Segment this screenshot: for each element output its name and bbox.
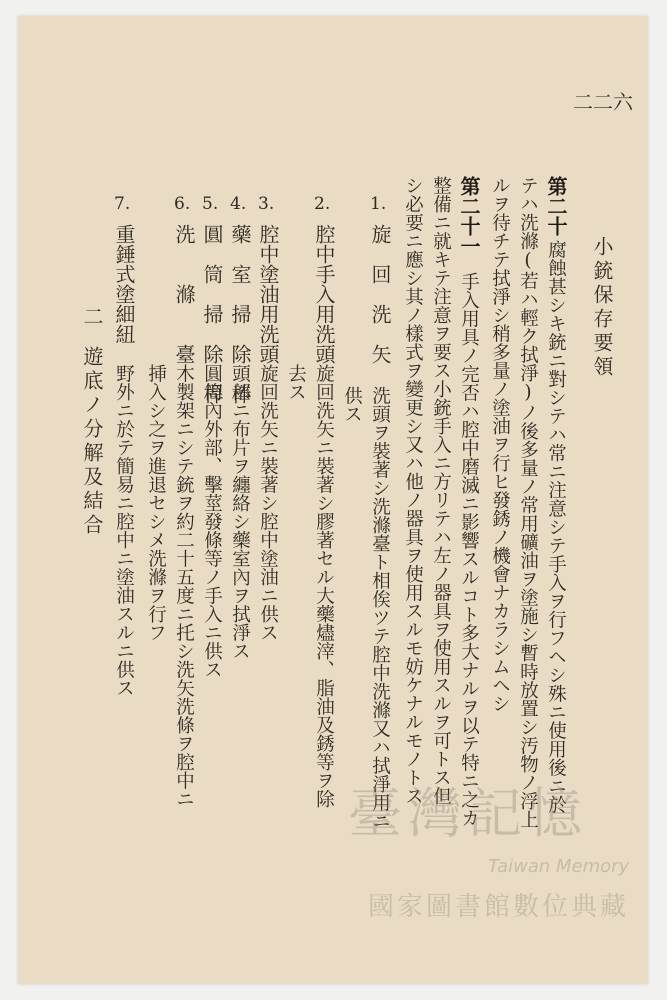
page-number: 二二六 [573,90,633,114]
paragraph-20-line-1: 腐蝕甚シキ銃ニ對シテハ常ニ注意シテ手入ヲ行フヘシ殊ニ使用後ニ於 [545,240,567,814]
item-1-number: 1. [370,194,387,214]
item-2-number: 2. [314,194,331,214]
section-title: 遊底ノ分解及結合 [80,346,104,538]
paragraph-21-label: 第二十一 [457,176,481,256]
item-1-name: 旋 回 洗 矢 [368,224,392,364]
item-5-name: 圓 筒 掃 除 桿 [200,224,224,404]
section-number: 二 [80,306,104,326]
paragraph-20-label: 第二十 [544,176,568,236]
item-6-name: 洗 滌 臺 [172,224,196,364]
document-page [18,16,648,984]
paragraph-21-line-1: 手入用具ノ完否ハ腔中磨滅ニ影響スルコト多大ナルヲ以テ特ニ之カ [458,272,480,827]
item-6-number: 6. [174,194,191,214]
page-title: 小銃保存要領 [590,236,614,380]
watermark-latin: Taiwan Memory [488,856,630,877]
paragraph-20-line-3: ルヲ待チテ拭淨シ稍多量ノ塗油ヲ行ヒ發銹ノ機會ナカラシムヘシ [489,176,511,713]
item-5-number: 5. [202,194,219,214]
paragraph-20-line-2: テハ洗滌(若ハ輕ク拭淨)ノ後多量ノ常用礦油ヲ塗施シ暫時放置シ汚物ノ浮上 [517,176,539,829]
item-6-line-1: 木製架ニシテ銃ヲ約二十五度ニ托シ洗矢洗條ヲ腔中ニ [173,364,195,808]
item-4-number: 4. [230,194,247,214]
item-3-line-1: 旋回洗矢ニ裝著シ腔中塗油ニ供ス [257,364,279,642]
item-1-line-1: 洗頭ヲ裝著シ洗滌臺ト相俟ツテ腔中洗滌又ハ拭淨用ニ [369,386,391,830]
item-3-name: 腔中塗油用洗頭 [256,224,280,364]
item-2-line-1: 旋回洗矢ニ裝著シ膠著セル大藥燼滓、脂油及銹等ヲ除 [313,364,335,808]
item-7-name: 重錘式塗細紐 [112,224,136,344]
item-5-line-1: 圓筒內外部、擊莖發條等ノ手入ニ供ス [201,364,223,679]
item-2-name: 腔中手入用洗頭 [312,224,336,364]
item-4-name: 藥 室 掃 除 棒 [228,224,252,404]
item-1-line-2: 供ス [341,386,363,423]
paragraph-21-line-2: 整備ニ就キテ注意ヲ要ス小銃手入ニ方リテハ左ノ器具ヲ使用スルヲ可トス但 [430,176,452,805]
watermark-script: 臺灣記憶 [348,782,588,845]
item-7-line-1: 野外ニ於テ簡易ニ腔中ニ塗油スルニ供ス [113,364,135,697]
item-2-line-2: 去ス [285,364,307,401]
item-6-line-2: 挿入シ之ヲ進退セシメ洗滌ヲ行フ [145,364,167,642]
paragraph-21-line-3: シ必要ニ應シ其ノ樣式ヲ變更シ又ハ他ノ器具ヲ使用スルモ妨ケナルモノトス [402,176,424,805]
item-4-line-1: 頭部ニ布片ヲ纏絡シ藥室內ヲ拭淨ス [229,364,251,660]
watermark-logo [338,771,638,931]
item-7-number: 7. [114,194,131,214]
watermark-library: 國家圖書館數位典藏 [368,892,630,922]
item-3-number: 3. [258,194,275,214]
